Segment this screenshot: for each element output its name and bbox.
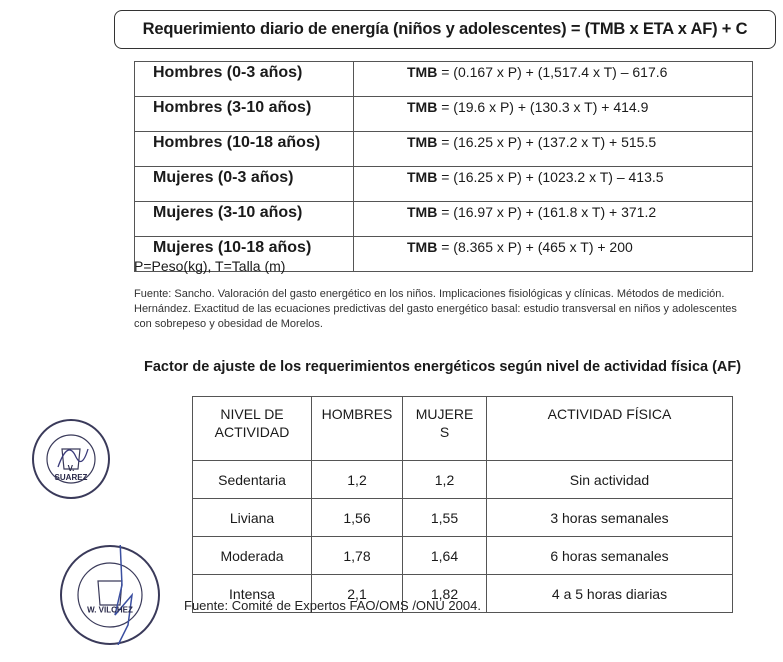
nivel-cell: Moderada	[193, 537, 312, 575]
nivel-cell: Sedentaria	[193, 461, 312, 499]
table-row	[135, 202, 753, 237]
table-header-row	[193, 397, 733, 461]
table-row	[135, 167, 753, 202]
formula-cell: TMB = (19.6 x P) + (130.3 x T) + 414.9	[354, 97, 753, 132]
header-nivel: NIVEL DE ACTIVIDAD	[193, 397, 312, 461]
actividad-cell: Sin actividad	[487, 461, 733, 499]
mujeres-cell: 1,64	[403, 537, 487, 575]
hombres-cell: 2,1	[312, 575, 403, 613]
hombres-cell: 1,78	[312, 537, 403, 575]
formula-cell: TMB = (16.25 x P) + (137.2 x T) + 515.5	[354, 132, 753, 167]
hombres-cell: 1,2	[312, 461, 403, 499]
formula-cell: TMB = (16.25 x P) + (1023.2 x T) – 413.5	[354, 167, 753, 202]
nivel-cell: Intensa	[193, 575, 312, 613]
af-section-title: Factor de ajuste de los requerimientos energéticos según nivel de actividad física (AF)	[144, 359, 742, 375]
group-cell: Mujeres (3-10 años)	[135, 202, 354, 237]
group-cell: Mujeres (10-18 años)	[135, 237, 354, 272]
group-cell: Hombres (10-18 años)	[135, 132, 354, 167]
actividad-cell: 4 a 5 horas diarias	[487, 575, 733, 613]
formula-title-box	[114, 10, 776, 49]
formula-cell: TMB = (8.365 x P) + (465 x T) + 200	[354, 237, 753, 272]
stamp-name: V. SUAREZ	[54, 463, 88, 482]
formula-title: Requerimiento diario de energía (niños y adolescentes) = (TMB x ETA x AF) + C	[142, 20, 748, 38]
source-note-af: Fuente: Comité de Expertos FAO/OMS /ONU 2004.	[184, 598, 481, 613]
table-row	[135, 132, 753, 167]
variable-legend: P=Peso(kg), T=Talla (m)	[134, 258, 286, 274]
activity-factor-table	[192, 396, 733, 613]
formula-cell: TMB = (0.167 x P) + (1,517.4 x T) – 617.6	[354, 62, 753, 97]
group-cell: Mujeres (0-3 años)	[135, 167, 354, 202]
table-row	[135, 97, 753, 132]
stamp-seal-icon	[32, 419, 110, 499]
tmb-equations-table	[134, 61, 753, 272]
official-stamp-suarez	[32, 419, 110, 499]
header-actividad: ACTIVIDAD FÍSICA	[487, 397, 733, 461]
table-row	[135, 62, 753, 97]
actividad-cell: 3 horas semanales	[487, 499, 733, 537]
nivel-cell: Liviana	[193, 499, 312, 537]
source-note-tmb: Fuente: Sancho. Valoración del gasto energético en los niños. Implicaciones fisiológicas y clínicas. Métodos de medición. Hernández. Exactitud de las ecuaciones predictivas del gasto energético basal: estudio transversal en niños y adolescentes con sobrepeso y obesidad de Morelos.	[134, 288, 737, 330]
mujeres-cell: 1,2	[403, 461, 487, 499]
mujeres-cell: 1,82	[403, 575, 487, 613]
header-hombres: HOMBRES	[312, 397, 403, 461]
table-row	[193, 461, 733, 499]
group-cell: Hombres (0-3 años)	[135, 62, 354, 97]
official-stamp-vilchez	[60, 545, 160, 645]
header-mujeres: MUJERE S	[403, 397, 487, 461]
formula-cell: TMB = (16.97 x P) + (161.8 x T) + 371.2	[354, 202, 753, 237]
table-row	[193, 499, 733, 537]
table-row	[193, 537, 733, 575]
stamp-name: W. VILCHEZ	[87, 605, 133, 615]
actividad-cell: 6 horas semanales	[487, 537, 733, 575]
group-cell: Hombres (3-10 años)	[135, 97, 354, 132]
mujeres-cell: 1,55	[403, 499, 487, 537]
stamp-seal-icon	[60, 545, 160, 645]
hombres-cell: 1,56	[312, 499, 403, 537]
